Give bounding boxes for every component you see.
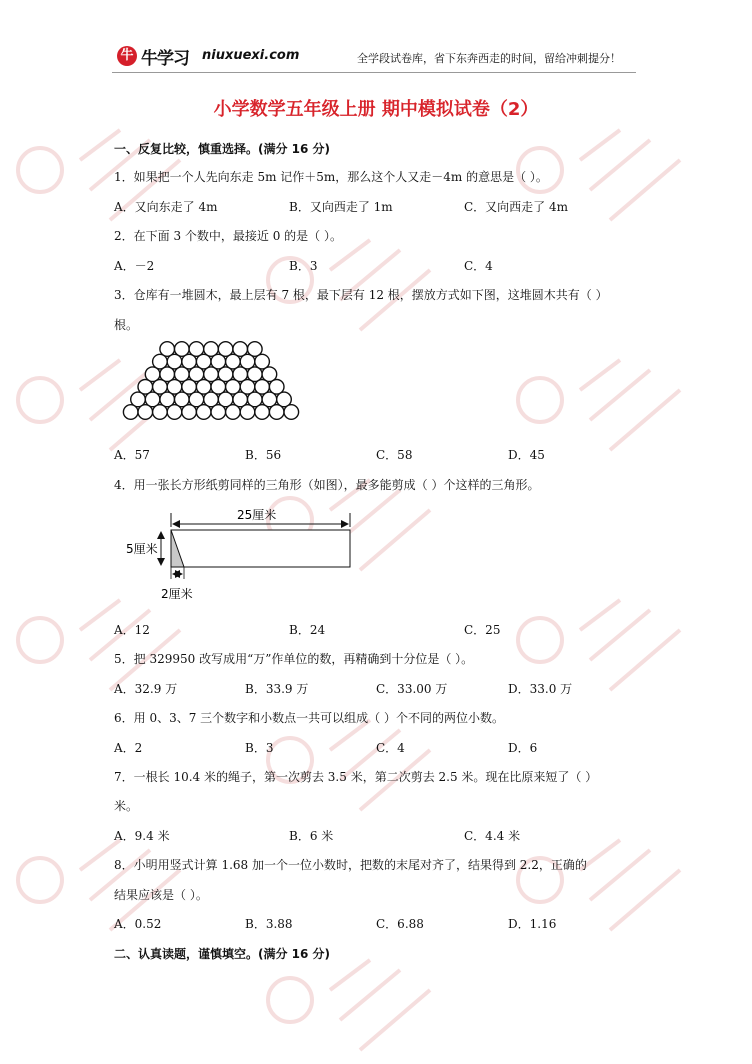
question-3-text-cont: 根。 xyxy=(114,318,139,332)
question-8-text-cont: 结果应该是（ ）。 xyxy=(114,888,208,902)
question-6-option-d: D．6 xyxy=(508,741,538,755)
log-circle xyxy=(153,405,168,420)
rectangle-figure xyxy=(125,505,365,605)
watermark-mark xyxy=(268,978,312,1022)
question-6-option-b: B．3 xyxy=(245,741,274,755)
question-2-option-b: B．3 xyxy=(289,259,318,273)
logo-icon: 牛 xyxy=(117,46,137,66)
watermark-mark xyxy=(18,858,62,902)
log-circle xyxy=(240,405,255,420)
question-5-text: 5．把 329950 改写成用“万”作单位的数，再精确到十分位是（ ）。 xyxy=(114,652,474,666)
question-4-option-a: A．12 xyxy=(114,623,150,637)
question-6-option-c: C．4 xyxy=(376,741,405,755)
watermark-mark xyxy=(18,618,62,662)
log-circle xyxy=(226,405,241,420)
question-5-option-c: C．33.00 万 xyxy=(376,682,448,696)
question-1-option-b: B．又向西走了 1m xyxy=(289,200,393,214)
question-3-option-a: A．57 xyxy=(114,448,150,462)
question-8-option-b: B．3.88 xyxy=(245,917,293,931)
watermark-stroke xyxy=(330,240,430,330)
header-slogan: 全学段试卷库，省下东奔西走的时间，留给冲刺提分！ xyxy=(357,52,621,65)
question-8-option-a: A．0.52 xyxy=(114,917,162,931)
question-5-option-a: A．32.9 万 xyxy=(114,682,178,696)
question-8-text: 8．小明用竖式计算 1.68 加一个一位小数时，把数的末尾对齐了，结果得到 2.2，正确的 xyxy=(114,858,587,872)
question-7-option-a: A．9.4 米 xyxy=(114,829,170,843)
question-1-option-a: A．又向东走了 4m xyxy=(114,200,218,214)
question-2-text: 2．在下面 3 个数中，最接近 0 的是（ ）。 xyxy=(114,229,342,243)
log-circle xyxy=(196,405,211,420)
question-2-option-a: A．－2 xyxy=(114,259,155,273)
question-3-option-d: D．45 xyxy=(508,448,545,462)
watermark-stroke xyxy=(580,130,680,220)
paper-rectangle xyxy=(171,530,350,567)
logo-text-cn: 牛学习 xyxy=(141,49,189,69)
question-5-option-b: B．33.9 万 xyxy=(245,682,309,696)
log-circle xyxy=(211,405,226,420)
question-3-text: 3．仓库有一堆圆木，最上层有 7 根，最下层有 12 根，摆放方式如下图，这堆圆木共有（ ） xyxy=(114,288,608,302)
width-label: 5厘米 xyxy=(126,542,158,556)
question-5-option-d: D．33.0 万 xyxy=(508,682,573,696)
watermark-stroke xyxy=(580,840,680,930)
question-2-option-c: C．4 xyxy=(464,259,493,273)
question-4-option-b: B．24 xyxy=(289,623,326,637)
log-pile-figure xyxy=(120,340,302,430)
header-divider xyxy=(112,72,636,73)
log-circle xyxy=(284,405,299,420)
log-circle xyxy=(255,405,270,420)
question-4-text: 4．用一张长方形纸剪同样的三角形（如图），最多能剪成（ ）个这样的三角形。 xyxy=(114,478,540,492)
page-title: 小学数学五年级上册 期中模拟试卷（2） xyxy=(213,99,539,120)
question-7-option-b: B．6 米 xyxy=(289,829,334,843)
question-7-text-cont: 米。 xyxy=(114,799,139,813)
question-1-option-c: C．又向西走了 4m xyxy=(464,200,569,214)
question-7-option-c: C．4.4 米 xyxy=(464,829,521,843)
log-circle xyxy=(138,405,153,420)
log-circle xyxy=(182,405,197,420)
watermark-mark xyxy=(518,618,562,662)
question-6-option-a: A．2 xyxy=(114,741,143,755)
base-label: 2厘米 xyxy=(161,587,193,601)
question-4-option-c: C．25 xyxy=(464,623,501,637)
question-8-option-d: D．1.16 xyxy=(508,917,557,931)
question-6-text: 6．用 0、3、7 三个数字和小数点一共可以组成（ ）个不同的两位小数。 xyxy=(114,711,504,725)
log-circle xyxy=(269,405,284,420)
page-header xyxy=(0,38,752,86)
watermark-mark xyxy=(18,148,62,192)
log-circle xyxy=(167,405,182,420)
watermark-stroke xyxy=(580,360,680,450)
section-2-heading: 二、认真读题，谨慎填空。(满分 16 分) xyxy=(114,947,331,961)
length-label: 25厘米 xyxy=(237,508,277,522)
question-3-option-c: C．58 xyxy=(376,448,413,462)
question-3-option-b: B．56 xyxy=(245,448,282,462)
watermark-stroke xyxy=(80,600,180,690)
question-1-text: 1．如果把一个人先向东走 5m 记作＋5m，那么这个人又走－4m 的意思是（ ）。 xyxy=(114,170,548,184)
question-8-option-c: C．6.88 xyxy=(376,917,424,931)
section-1-heading: 一、反复比较，慎重选择。(满分 16 分) xyxy=(114,142,331,156)
watermark-mark xyxy=(518,378,562,422)
logo-text-en: niuxuexi.com xyxy=(202,48,300,63)
watermark-stroke xyxy=(330,960,430,1050)
log-circle xyxy=(123,405,138,420)
watermark-stroke xyxy=(580,600,680,690)
question-7-text: 7．一根长 10.4 米的绳子，第一次剪去 3.5 米，第二次剪去 2.5 米。现在比原来短了（ ） xyxy=(114,770,598,784)
watermark-mark xyxy=(18,378,62,422)
watermark-stroke xyxy=(330,720,430,810)
